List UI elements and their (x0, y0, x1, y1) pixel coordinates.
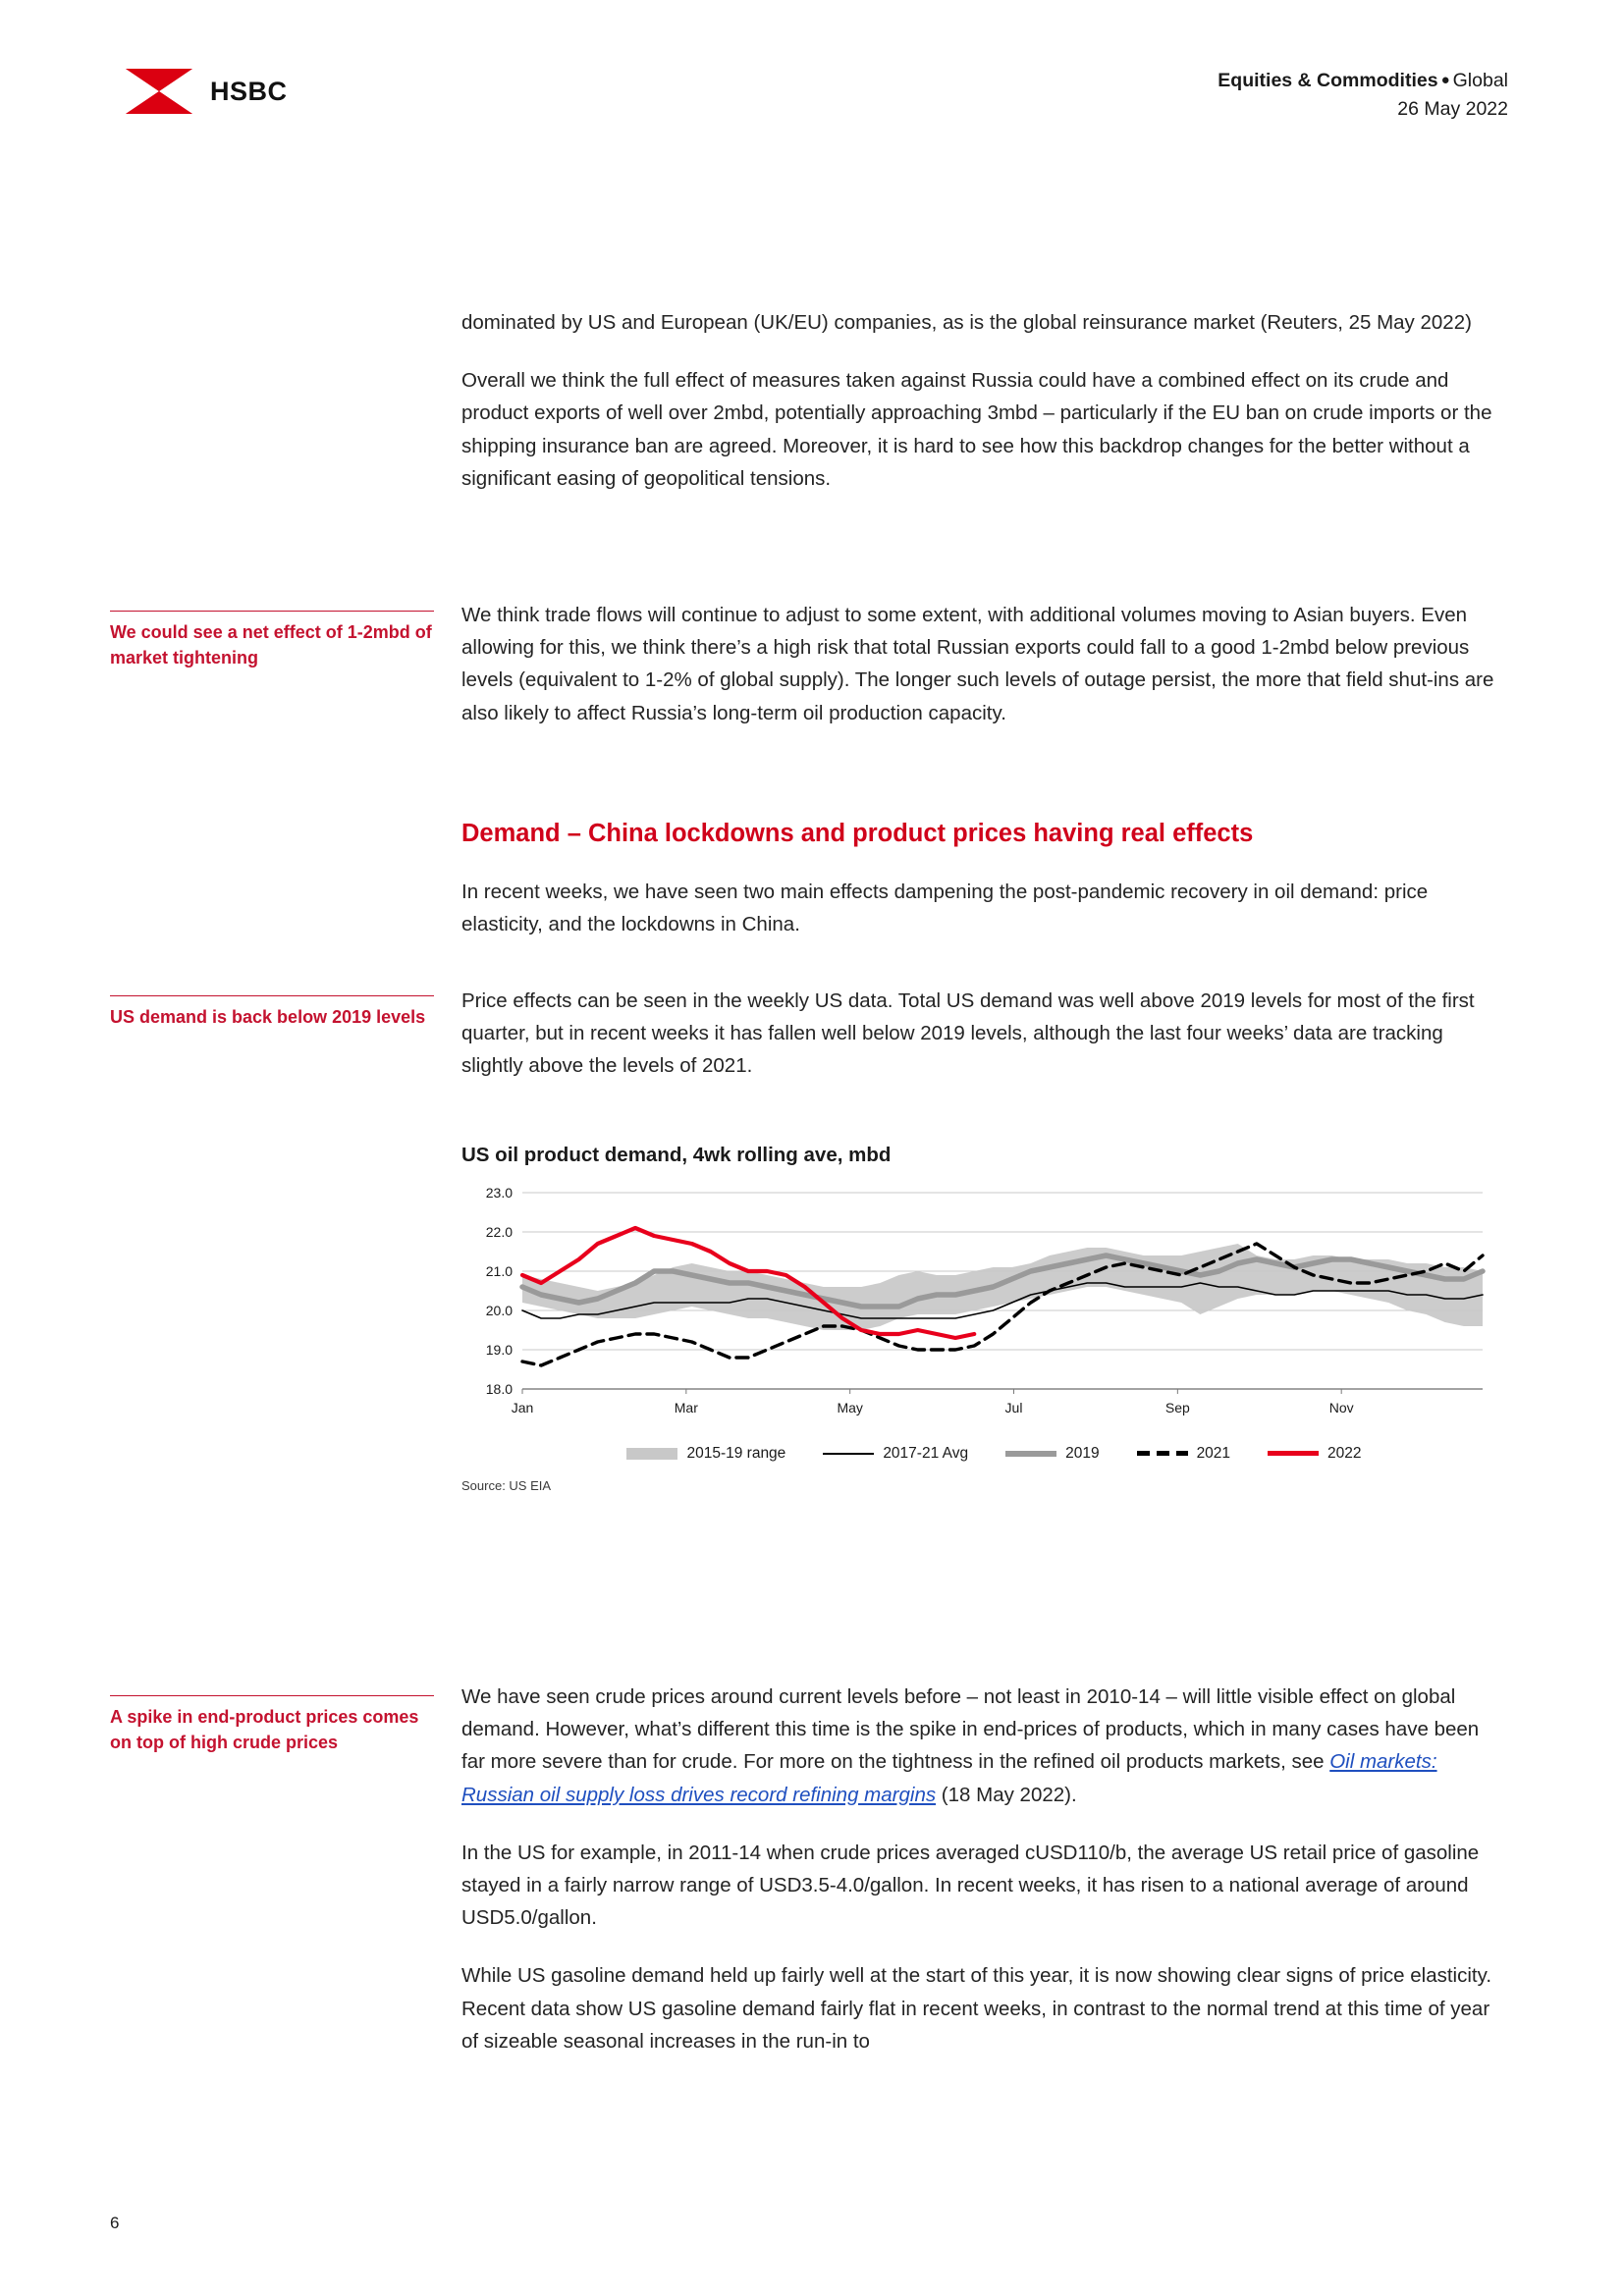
report-link[interactable]: Oil markets: Russian oil supply loss drives record refining margins (461, 1750, 1437, 1806)
paragraph-8: While US gasoline demand held up fairly well at the start of this year, it is now showing clear signs of price elasticity. Recent data show US gasoline demand fairly flat in recent weeks, in contrast to the normal trend at this time of year of sizeable seasonal increases in the run-in to (461, 1964, 1492, 2053)
legend-label-2021: 2021 (1196, 1445, 1231, 1462)
chart-title: US oil product demand, 4wk rolling ave, mbd (461, 1144, 892, 1166)
chart-svg (461, 1185, 1497, 1435)
paragraph-5: Price effects can be seen in the weekly US data. Total US demand was well above 2019 levels for most of the first quarter, but in recent weeks it has fallen well below 2019 levels, although the last four weeks’ data are tracking slightly above the levels of 2021. (461, 989, 1475, 1078)
paragraph-6-part1: We have seen crude prices around current levels before – not least in 2010-14 – will little visible effect on global demand. However, what’s different this time is the spike in end-prices of products, which in many cases have been far more severe than for crude. For more on the tightness in the refined oil products markets, see (461, 1685, 1480, 1774)
sidenote-3 (110, 1695, 434, 1755)
paragraph-3: We think trade flows will continue to adjust to some extent, with additional volumes moving to Asian buyers. Even allowing for this, we think there’s a high risk that total Russian exports could fall to a good 1-2mbd below previous levels (equivalent to 1-2% of global supply). The longer such levels of outage persist, the more that field shut-ins are also likely to affect Russia’s long-term oil production capacity. (461, 604, 1494, 724)
header-region: Global (1452, 70, 1508, 91)
svg-text:Jul: Jul (1004, 1400, 1023, 1415)
paragraph-6 (461, 1681, 1507, 1811)
header-date: 26 May 2022 (1397, 98, 1508, 121)
legend-swatch-avg (823, 1448, 874, 1460)
svg-text:19.0: 19.0 (485, 1342, 513, 1358)
page-number: 6 (110, 2214, 120, 2232)
paragraph-4: In recent weeks, we have seen two main effects dampening the post-pandemic recovery in oil demand: price elasticity, and the lockdowns in China. (461, 881, 1429, 936)
hsbc-hexagon-icon (118, 65, 200, 118)
sidenote-1-text: We could see a net effect of 1-2mbd of market tightening (110, 611, 434, 670)
chart-exhibit (461, 1144, 1507, 1493)
svg-text:May: May (837, 1400, 863, 1415)
legend-label-2019: 2019 (1065, 1445, 1100, 1462)
legend-item-2021 (1137, 1445, 1230, 1463)
paragraph-1: dominated by US and European (UK/EU) companies, as is the global reinsurance market (Reuters, 25 May 2022) (461, 311, 1472, 334)
svg-text:Jan: Jan (511, 1400, 534, 1415)
legend-label-avg: 2017-21 Avg (883, 1445, 969, 1462)
chart-legend (461, 1445, 1507, 1463)
legend-item-2022 (1268, 1445, 1361, 1463)
sidenote-1 (110, 611, 434, 670)
legend-label-range: 2015-19 range (686, 1445, 786, 1462)
chart-plot (461, 1185, 1497, 1435)
body-block-trade-flows (461, 599, 1507, 755)
svg-text:Mar: Mar (674, 1400, 698, 1415)
chart-source: Source: US EIA (461, 1478, 552, 1493)
legend-item-range (626, 1445, 785, 1463)
page-header (0, 55, 1624, 124)
svg-text:Sep: Sep (1164, 1400, 1190, 1415)
hsbc-logo (118, 65, 288, 118)
svg-text:20.0: 20.0 (485, 1303, 513, 1318)
section-heading-wrap (461, 818, 1507, 967)
legend-item-2019 (1005, 1445, 1099, 1463)
body-block-bottom (461, 1681, 1507, 2083)
paragraph-6-part2: (18 May 2022). (936, 1783, 1077, 1806)
svg-text:Nov: Nov (1328, 1400, 1354, 1415)
legend-swatch-range (626, 1448, 677, 1460)
sidenote-3-text: A spike in end-product prices comes on top of high crude prices (110, 1695, 434, 1755)
legend-item-avg (823, 1445, 968, 1463)
legend-swatch-2022 (1268, 1448, 1319, 1460)
header-category: Equities & Commodities (1218, 70, 1438, 91)
hsbc-wordmark: HSBC (210, 76, 288, 106)
body-block-top (461, 306, 1507, 520)
legend-swatch-2021 (1137, 1448, 1188, 1460)
svg-text:18.0: 18.0 (485, 1381, 513, 1397)
svg-text:23.0: 23.0 (485, 1185, 513, 1201)
sidenote-2-text: US demand is back below 2019 levels (110, 995, 434, 1030)
svg-text:21.0: 21.0 (485, 1263, 513, 1279)
sidenote-2 (110, 995, 434, 1030)
legend-swatch-2019 (1005, 1448, 1056, 1460)
section-heading: Demand – China lockdowns and product prices having real effects (461, 820, 1254, 847)
paragraph-2: Overall we think the full effect of measures taken against Russia could have a combined effect on its crude and product exports of well over 2mbd, potentially approaching 3mbd – particularly if the EU ban on crude imports or the shipping insurance ban are agreed. Moreover, it is hard to see how this backdrop changes for the better without a significant easing of geopolitical tensions. (461, 369, 1492, 490)
paragraph-7: In the US for example, in 2011-14 when crude prices averaged cUSD110/b, the average US retail price of gasoline stayed in a fairly narrow range of USD3.5-4.0/gallon. In recent weeks, it has risen to a national average of around USD5.0/gallon. (461, 1841, 1480, 1930)
header-separator-dot: ● (1440, 72, 1450, 88)
legend-label-2022: 2022 (1327, 1445, 1362, 1462)
svg-text:22.0: 22.0 (485, 1224, 513, 1240)
header-meta (1218, 67, 1508, 125)
body-block-price-effects (461, 985, 1507, 1108)
